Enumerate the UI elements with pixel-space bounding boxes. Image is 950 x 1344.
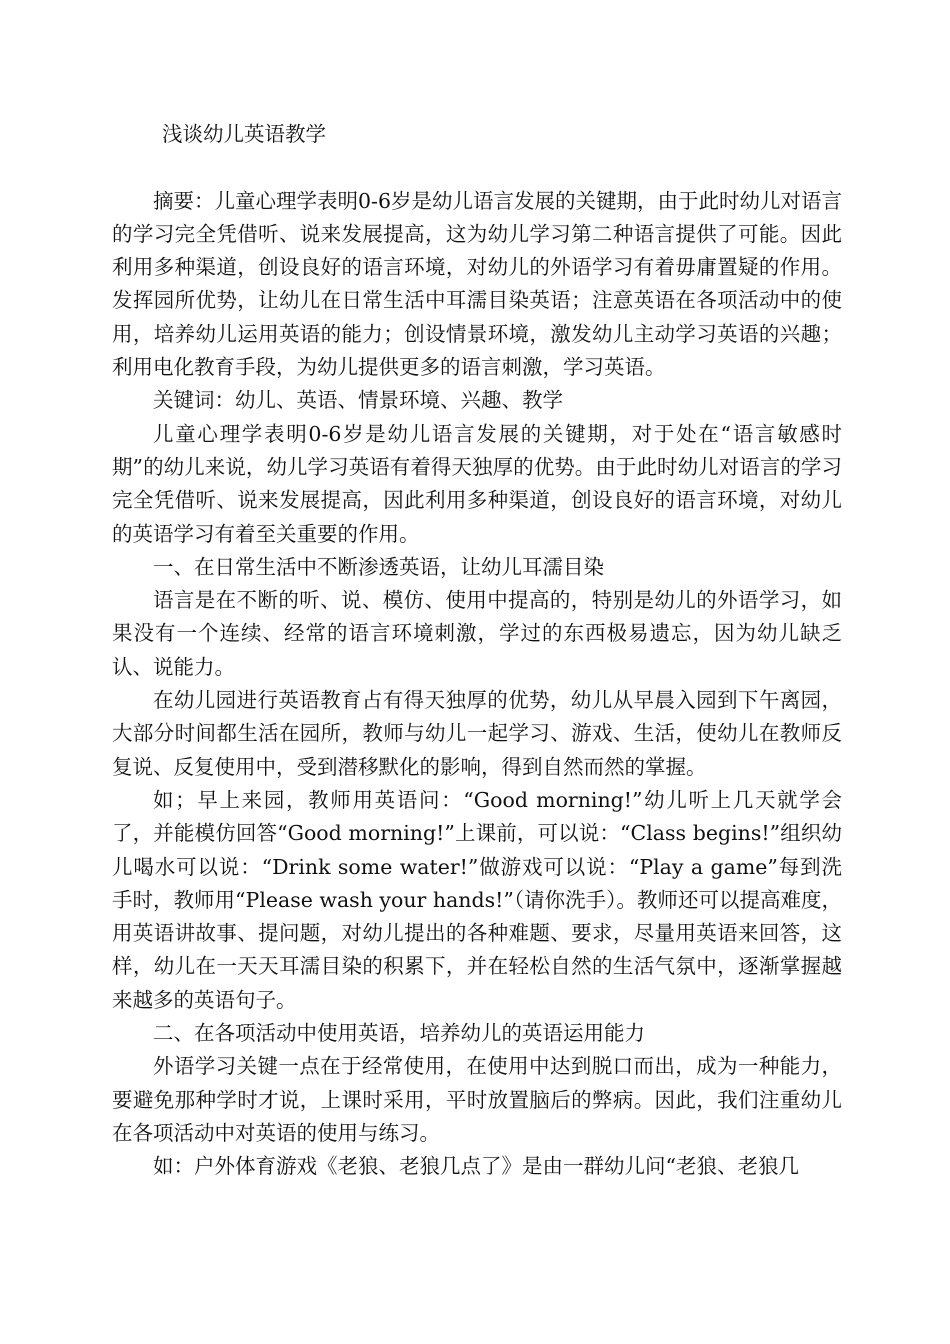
body-paragraph-3: 如；早上来园，教师用英语问：“Good morning!”幼儿听上几天就学会了，并能模仿回答“Good morning!”上课前，可以说：“Class begins!”组织幼儿喝水可以说：“Drink some water!”做游戏可以说：“Play a game”每到洗手时，教师用“Please wash your hands!”（请你洗手）。教师还可以提高难度，用英语讲故事、提问题，对幼儿提出的各种难题、要求，尽量用英语来回答，这样，幼儿在一天天耳濡目染的积累下，并在轻松自然的生活气氛中，逐渐掌握越来越多的英语句子。 [112, 787, 842, 1012]
document-title: 浅谈幼儿英语教学 [162, 122, 326, 146]
document-page [112, 118, 842, 1184]
keywords-line: 关键词：幼儿、英语、情景环境、兴趣、教学 [153, 388, 563, 413]
body-paragraph-4: 外语学习关键一点在于经常使用，在使用中达到脱口而出，成为一种能力，要避免那种学时才说，上课时采用，平时放置脑后的弊病。因此，我们注重幼儿在各项活动中对英语的使用与练习。 [112, 1054, 842, 1145]
abstract-paragraph: 摘要：儿童心理学表明0-6岁是幼儿语言发展的关键期，由于此时幼儿对语言的学习完全凭借听、说来发展提高，这为幼儿学习第二种语言提供了可能。因此利用多种渠道，创设良好的语言环境，对幼儿的外语学习有着毋庸置疑的作用。发挥园所优势，让幼儿在日常生活中耳濡目染英语；注意英语在各项活动中的使用，培养幼儿运用英语的能力；创设情景环境，激发幼儿主动学习英语的兴趣；利用电化教育手段，为幼儿提供更多的语言刺激，学习英语。 [112, 188, 843, 380]
section-heading-2: 二、在各项活动中使用英语，培养幼儿的英语运用能力 [153, 1021, 645, 1046]
body-paragraph-5: 如：户外体育游戏《老狼、老狼几点了》是由一群幼儿问“老狼、老狼几 [153, 1154, 799, 1179]
body-paragraph-1: 语言是在不断的听、说、模仿、使用中提高的，特别是幼儿的外语学习，如果没有一个连续、经常的语言环境刺激，学过的东西极易遗忘，因为幼儿缺乏认、说能力。 [112, 588, 842, 679]
section-heading-1: 一、在日常生活中不断渗透英语，让幼儿耳濡目染 [153, 554, 604, 579]
blank-line [112, 151, 842, 184]
body-paragraph-2: 在幼儿园进行英语教育占有得天独厚的优势，幼儿从早晨入园到下午离园，大部分时间都生活在园所，教师与幼儿一起学习、游戏、生活，使幼儿在教师反复说、反复使用中，受到潜移默化的影响，得到自然而然的掌握。 [112, 688, 842, 779]
intro-paragraph: 儿童心理学表明0-6岁是幼儿语言发展的关键期，对于处在“语言敏感时期”的幼儿来说，幼儿学习英语有着得天独厚的优势。由于此时幼儿对语言的学习完全凭借听、说来发展提高，因此利用多种渠道，创设良好的语言环境，对幼儿的英语学习有着至关重要的作用。 [112, 421, 842, 546]
